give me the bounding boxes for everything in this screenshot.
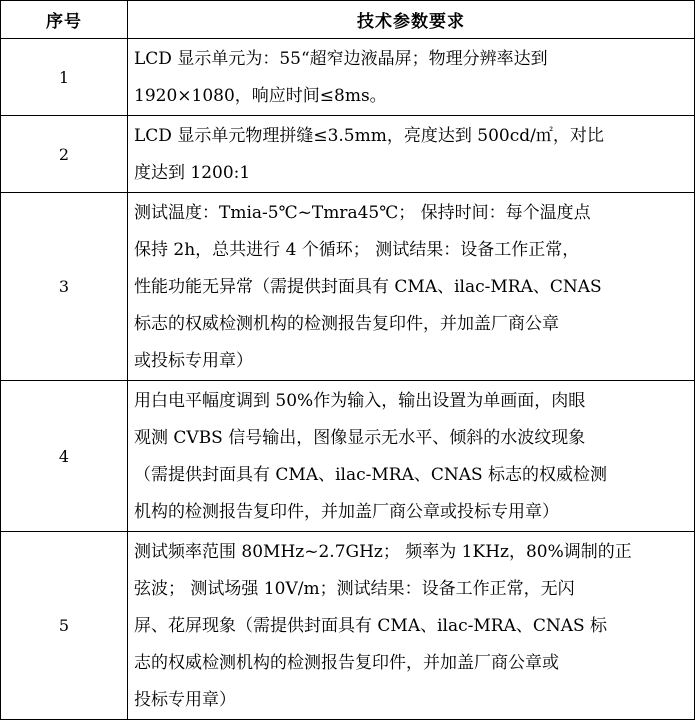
- requirement-line: LCD 显示单元物理拼缝≤3.5mm，亮度达到 500cd/㎡，对比: [134, 126, 604, 146]
- table-row: [1, 39, 695, 116]
- requirement-line: 测试温度：Tmia-5℃~Tmra45℃； 保持时间：每个温度点: [134, 203, 591, 223]
- requirement-line: 志的权威检测机构的检测报告复印件，并加盖厂商公章或: [134, 653, 559, 673]
- requirement-line: 或投标专用章）: [134, 351, 253, 371]
- requirement-line: 度达到 1200:1: [134, 163, 251, 183]
- requirement-line: 1920×1080，响应时间≤8ms。: [134, 86, 387, 106]
- requirement-line: （需提供封面具有 CMA、ilac-MRA、CNAS 标志的权威检测: [134, 465, 608, 485]
- requirement-cell: [128, 193, 695, 381]
- requirement-line: 保持 2h，总共进行 4 个循环； 测试结果：设备工作正常，: [134, 240, 580, 260]
- header-requirements: 技术参数要求: [128, 1, 695, 39]
- requirement-line: 性能功能无异常（需提供封面具有 CMA、ilac-MRA、CNAS: [134, 277, 602, 297]
- requirement-cell: [128, 381, 695, 532]
- row-number: 4: [1, 381, 128, 532]
- table-row: [1, 532, 695, 720]
- header-no: 序号: [1, 1, 128, 39]
- row-number: 5: [1, 532, 128, 720]
- requirement-line: 投标专用章）: [134, 690, 236, 710]
- requirement-cell: [128, 116, 695, 193]
- table-row: [1, 116, 695, 193]
- header-row: [1, 1, 695, 39]
- requirement-line: 弦波； 测试场强 10V/m；测试结果：设备工作正常，无闪: [134, 579, 575, 599]
- requirement-cell: [128, 532, 695, 720]
- requirement-line: LCD 显示单元为：55“超窄边液晶屏；物理分辨率达到: [134, 49, 548, 69]
- requirement-line: 机构的检测报告复印件，并加盖厂商公章或投标专用章）: [134, 502, 559, 522]
- table-row: [1, 381, 695, 532]
- requirement-cell: [128, 39, 695, 116]
- row-number: 1: [1, 39, 128, 116]
- requirement-line: 观测 CVBS 信号输出，图像显示无水平、倾斜的水波纹现象: [134, 428, 586, 448]
- requirement-line: 测试频率范围 80MHz~2.7GHz； 频率为 1KHz，80%调制的正: [134, 542, 632, 562]
- requirement-line: 用白电平幅度调到 50%作为输入，输出设置为单画面，肉眼: [134, 391, 586, 411]
- row-number: 3: [1, 193, 128, 381]
- requirement-line: 屏、花屏现象（需提供封面具有 CMA、ilac-MRA、CNAS 标: [134, 616, 608, 636]
- requirement-line: 标志的权威检测机构的检测报告复印件，并加盖厂商公章: [134, 314, 559, 334]
- table-row: [1, 193, 695, 381]
- row-number: 2: [1, 116, 128, 193]
